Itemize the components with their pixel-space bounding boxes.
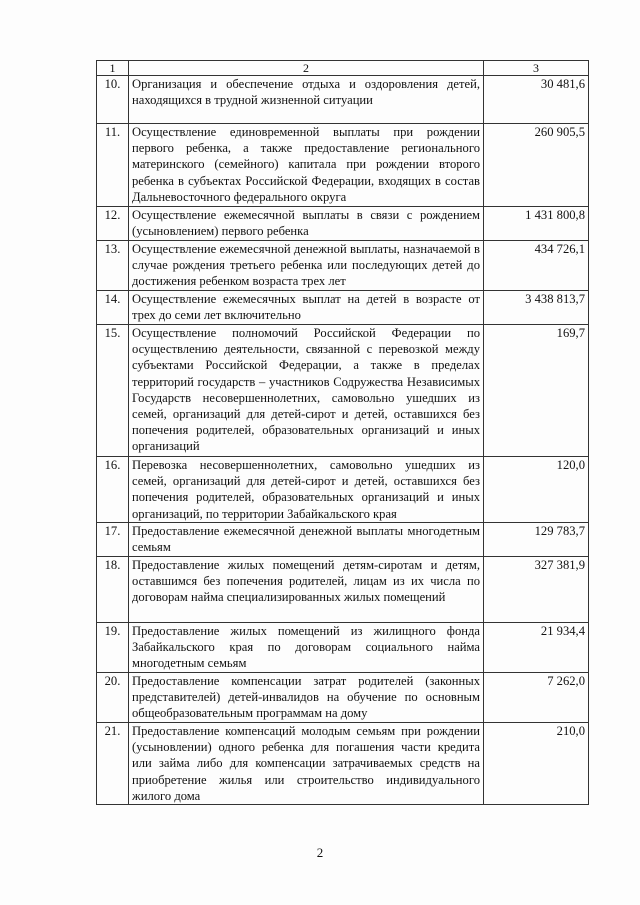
table-row <box>97 673 589 723</box>
row-number: 15. <box>97 325 129 457</box>
row-text: Осуществление ежемесячной выплаты в связи с рождением (усыновлением) первого ребенка <box>129 207 484 241</box>
row-amount: 169,7 <box>484 325 589 457</box>
row-text: Осуществление полномочий Российской Федерации по осуществлению деятельности, связанной с перевозкой между субъектами Российской Федерации, а также в пределах территорий государств – участников Содружества Независимых Государств несовершеннолетних, самовольно ушедших из семей, организаций для детей-сирот и детей, оставшихся без попечения родителей, образовательных организаций и иных организаций <box>129 325 484 457</box>
row-amount: 21 934,4 <box>484 623 589 673</box>
header-col-3: 3 <box>484 61 589 76</box>
table-row <box>97 207 589 241</box>
row-text: Перевозка несовершеннолетних, самовольно ушедших из семей, организаций для детей-сирот и детей, оставшихся без попечения родителей, образовательных организаций и иных организаций, по территории Забайкальского края <box>129 457 484 523</box>
row-number: 13. <box>97 241 129 291</box>
table-row <box>97 623 589 673</box>
table-row <box>97 124 589 207</box>
row-number: 12. <box>97 207 129 241</box>
table-header-row <box>97 61 589 76</box>
row-amount: 129 783,7 <box>484 523 589 557</box>
table-row <box>97 325 589 457</box>
row-text: Предоставление жилых помещений из жилищного фонда Забайкальского края по договорам социального найма многодетным семьям <box>129 623 484 673</box>
row-number: 10. <box>97 76 129 124</box>
row-amount: 210,0 <box>484 723 589 805</box>
row-amount: 1 431 800,8 <box>484 207 589 241</box>
row-text: Предоставление ежемесячной денежной выплаты многодетным семьям <box>129 523 484 557</box>
table-row <box>97 457 589 523</box>
row-amount: 260 905,5 <box>484 124 589 207</box>
row-number: 21. <box>97 723 129 805</box>
row-number: 19. <box>97 623 129 673</box>
header-col-1: 1 <box>97 61 129 76</box>
table-row <box>97 291 589 325</box>
row-text: Осуществление единовременной выплаты при рождении первого ребенка, а также предоставление регионального материнского (семейного) капитала при рождении второго ребенка в субъектах Российской Федерации, входящих в состав Дальневосточного федерального округа <box>129 124 484 207</box>
row-text: Предоставление жилых помещений детям-сиротам и детям, оставшимся без попечения родителей, лицам из их числа по договорам найма специализированных жилых помещений <box>129 557 484 623</box>
row-text: Предоставление компенсаций молодым семьям при рождении (усыновлении) одного ребенка для погашения части кредита или займа либо для компенсации затрачиваемых средств на приобретение жилья или строительство индивидуального жилого дома <box>129 723 484 805</box>
table-row <box>97 76 589 124</box>
row-text: Осуществление ежемесячной денежной выплаты, назначаемой в случае рождения третьего ребенка или последующих детей до достижения ребенком возраста трех лет <box>129 241 484 291</box>
row-number: 14. <box>97 291 129 325</box>
row-amount: 120,0 <box>484 457 589 523</box>
page-number: 2 <box>316 845 324 860</box>
row-amount: 434 726,1 <box>484 241 589 291</box>
row-amount: 3 438 813,7 <box>484 291 589 325</box>
row-number: 18. <box>97 557 129 623</box>
row-amount: 327 381,9 <box>484 557 589 623</box>
row-number: 20. <box>97 673 129 723</box>
table-row <box>97 241 589 291</box>
row-amount: 7 262,0 <box>484 673 589 723</box>
row-number: 17. <box>97 523 129 557</box>
budget-table <box>96 60 589 805</box>
row-number: 11. <box>97 124 129 207</box>
table-row <box>97 723 589 805</box>
table-row <box>97 557 589 623</box>
row-number: 16. <box>97 457 129 523</box>
row-text: Предоставление компенсации затрат родителей (законных представителей) детей-инвалидов на обучение по основным общеобразовательным программам на дому <box>129 673 484 723</box>
table-row <box>97 523 589 557</box>
row-amount: 30 481,6 <box>484 76 589 124</box>
row-text: Осуществление ежемесячных выплат на детей в возрасте от трех до семи лет включительно <box>129 291 484 325</box>
header-col-2: 2 <box>129 61 484 76</box>
row-text: Организация и обеспечение отдыха и оздоровления детей, находящихся в трудной жизненной ситуации <box>129 76 484 124</box>
